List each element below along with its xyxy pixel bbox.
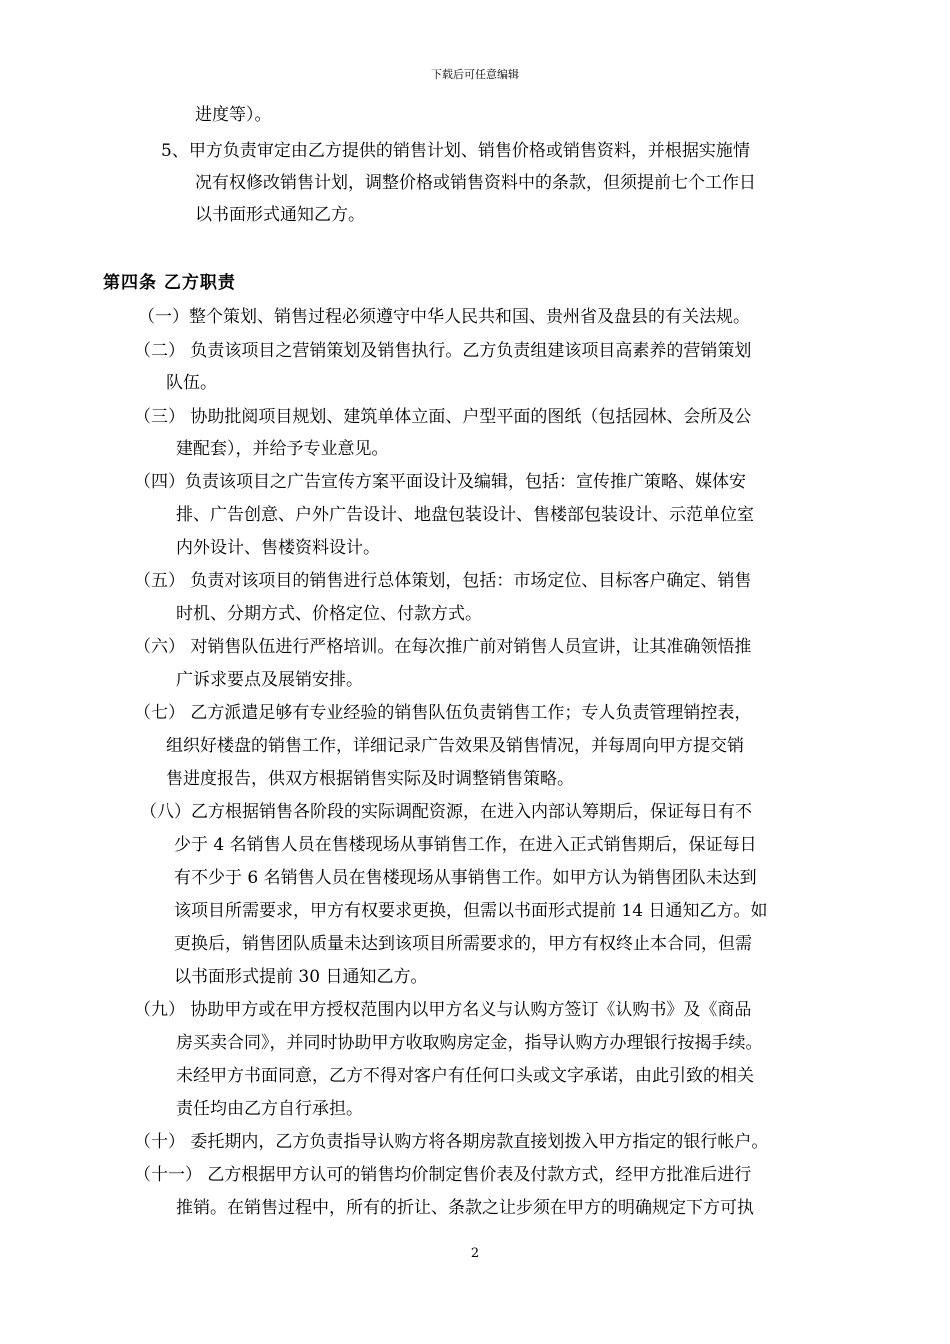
text-line: 况有权修改销售计划，调整价格或销售资料中的条款，但须提前七个工作日 [195,173,756,193]
text-line: 以书面形式提前 30 日通知乙方。 [174,967,428,987]
text-line: （八）乙方根据销售各阶段的实际调配资源，在进入内部认筹期后，保证每日有不 [140,802,752,822]
text-line: 房买卖合同》，并同时协助甲方收取购房定金，指导认购方办理银行按揭手续。 [176,1033,763,1053]
text-line: 建配套），并给予专业意见。 [176,439,389,459]
text-line: 责任均由乙方自行承担。 [176,1099,363,1119]
text-line: 排、广告创意、户外广告设计、地盘包装设计、售楼部包装设计、示范单位室 [176,505,754,525]
text-line: （九） 协助甲方或在甲方授权范围内以甲方名义与认购方签订《认购书》及《商品 [134,1000,752,1020]
text-line: 队伍。 [166,373,217,393]
page-number: 2 [470,1246,480,1261]
text-line: 广诉求要点及展销安排。 [176,670,363,690]
text-line: （六） 对销售队伍进行严格培训。在每次推广前对销售人员宣讲，让其准确领悟推 [134,637,752,657]
text-line: （三） 协助批阅项目规划、建筑单体立面、户型平面的图纸（包括园林、会所及公 [134,407,752,427]
text-line: 推销。在销售过程中，所有的折让、条款之让步须在甲方的明确规定下方可执 [176,1198,754,1218]
page-header: 下载后可任意编辑 [431,68,519,81]
text-line: （七） 乙方派遣足够有专业经验的销售队伍负责销售工作；专人负责管理销控表， [134,703,752,723]
text-line: 时机、分期方式、价格定位、付款方式。 [176,604,482,624]
text-line: 未经甲方书面同意，乙方不得对客户有任何口头或文字承诺，由此引致的相关 [176,1066,754,1086]
text-line: 以书面形式通知乙方。 [195,205,365,225]
text-line: （一）整个策划、销售过程必须遵守中华人民共和国、贵州省及盘县的有关法规。 [138,307,750,327]
text-line: 内外设计、售楼资料设计。 [176,538,380,558]
text-line: 该项目所需要求，甲方有权要求更换，但需以书面形式提前 14 日通知乙方。如 [174,901,768,921]
text-line: （四）负责该项目之广告宣传方案平面设计及编辑，包括：宣传推广策略、媒体安 [134,472,746,492]
text-line: 5、甲方负责审定由乙方提供的销售计划、销售价格或销售资料，并根据实施情 [161,141,750,161]
section-heading: 第四条 乙方职责 [103,273,236,293]
text-line: （十一） 乙方根据甲方认可的销售均价制定售价表及付款方式，经甲方批准后进行 [134,1165,752,1185]
text-line: （十） 委托期内，乙方负责指导认购方将各期房款直接划拨入甲方指定的银行帐户。 [134,1132,769,1152]
text-line: 售进度报告，供双方根据销售实际及时调整销售策略。 [166,769,574,789]
text-line: 进度等）。 [195,105,272,125]
text-line: 少于 4 名销售人员在售楼现场从事销售工作，在进入正式销售期后，保证每日 [174,835,757,855]
text-line: （五） 负责对该项目的销售进行总体策划，包括：市场定位、目标客户确定、销售 [134,571,752,591]
text-line: 有不少于 6 名销售人员在售楼现场从事销售工作。如甲方认为销售团队未达到 [174,868,757,888]
text-line: （二） 负责该项目之营销策划及销售执行。乙方负责组建该项目高素养的营销策划 [134,341,752,361]
text-line: 更换后，销售团队质量未达到该项目所需要求的，甲方有权终止本合同，但需 [174,934,752,954]
text-line: 组织好楼盘的销售工作，详细记录广告效果及销售情况，并每周向甲方提交销 [166,736,744,756]
